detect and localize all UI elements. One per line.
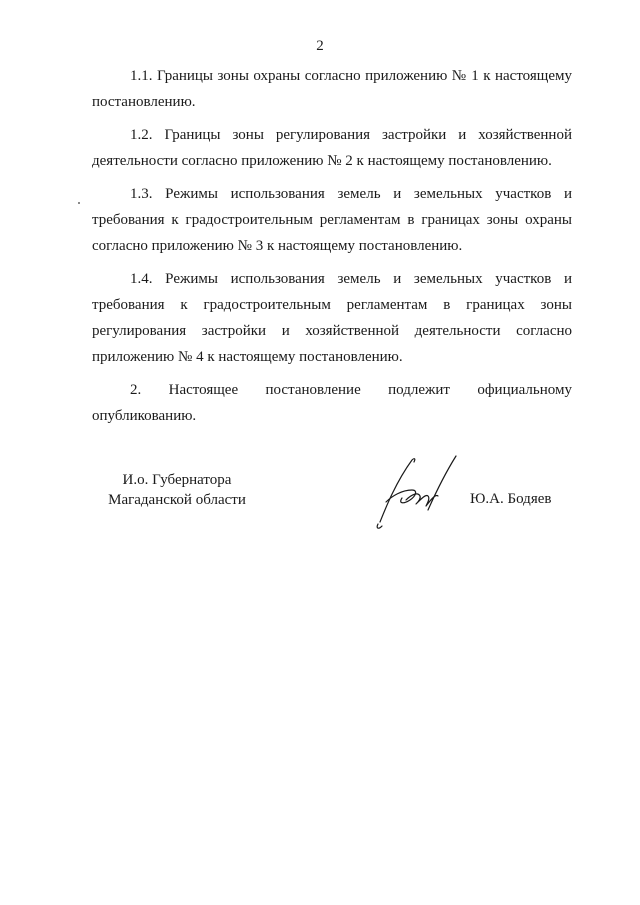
paragraph-1-3: 1.3. Режимы использования земель и земельных участков и требования к градостроительным регламентам в границах зоны охраны согласно приложению № 3 к настоящему постановлению. [92, 186, 572, 254]
handwritten-signature [372, 452, 464, 534]
document-body [92, 63, 572, 436]
paragraph-1-2: 1.2. Границы зоны регулирования застройки и хозяйственной деятельности согласно приложению № 2 к настоящему постановлению. [92, 127, 572, 169]
page-number: 2 [316, 38, 324, 54]
signature-stroke-4 [428, 456, 456, 510]
signatory-title-line2: Магаданской области [108, 492, 246, 508]
paragraph-2: 2. Настоящее постановление подлежит официальному опубликованию. [92, 382, 572, 424]
signature-stroke-5 [377, 524, 382, 528]
paragraph-1-4: 1.4. Режимы использования земель и земельных участков и требования к градостроительным регламентам в границах зоны регулирования застройки и хозяйственной деятельности согласно приложению № 4 к настоящему постановлению. [92, 271, 572, 365]
scan-speck [78, 202, 80, 204]
signatory-title [92, 470, 262, 510]
signatory-title-line1: И.о. Губернатора [122, 472, 232, 488]
signatory-name: Ю.А. Бодяев [470, 491, 552, 507]
paragraph-1-1: 1.1. Границы зоны охраны согласно приложению № 1 к настоящему постановлению. [92, 68, 572, 110]
